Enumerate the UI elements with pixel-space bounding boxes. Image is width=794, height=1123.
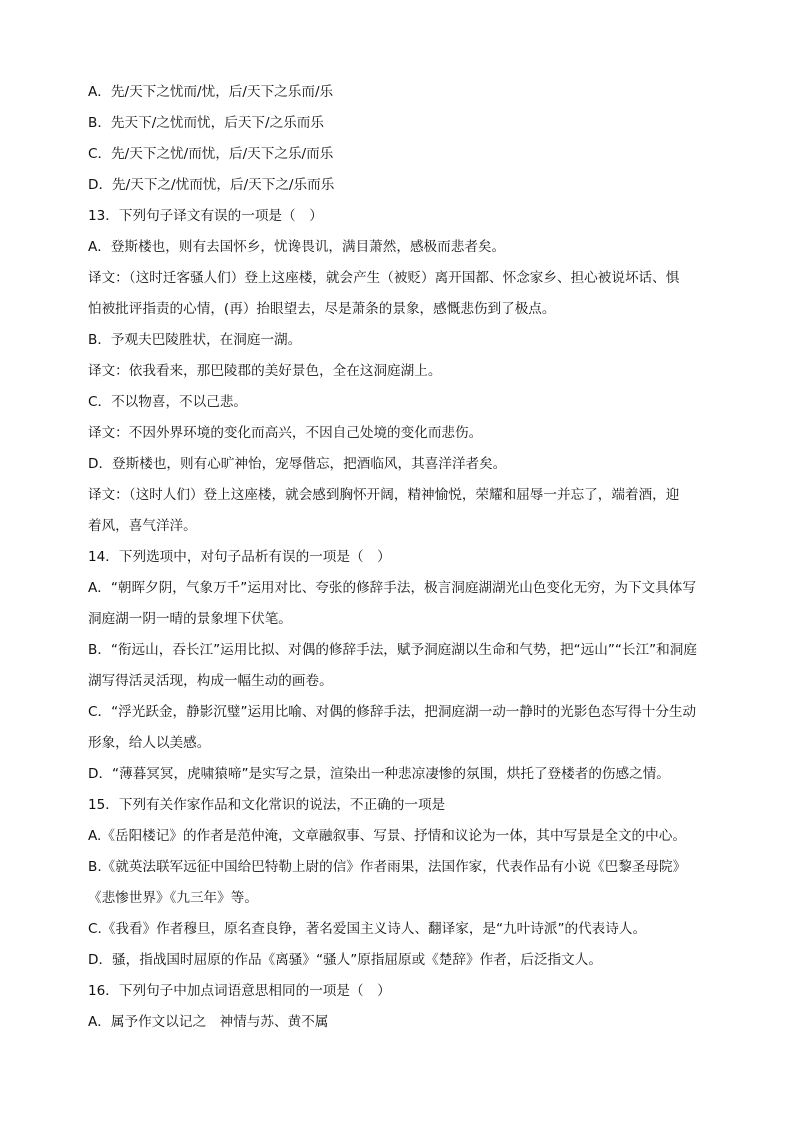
q12-option-b: B．先天下/之忧而忧，后天下/之乐而乐 (88, 115, 324, 131)
q14-stem: 14．下列选项中，对句子品析有误的一项是（ ） (88, 549, 391, 565)
q13-translation-a-line2: 怕被批评指责的心情，(再）抬眼望去，尽是萧条的景象，感慨悲伤到了极点。 (88, 301, 556, 317)
q15-option-c: C.《我看》作者穆旦，原名查良铮，著名爱国主义诗人、翻译家，是“九叶诗派”的代表诗人。 (88, 921, 647, 937)
q12-option-d: D．先/天下之/忧而忧，后/天下之/乐而乐 (88, 177, 335, 193)
q14-option-a-line2: 洞庭湖一阴一晴的景象埋下伏笔。 (88, 611, 292, 627)
q13-translation-c: 译文：不因外界环境的变化而高兴，不因自己处境的变化而悲伤。 (88, 425, 483, 441)
q14-option-c-line1: C．“浮光跃金，静影沉璧”运用比喻、对偶的修辞手法，把洞庭湖一动一静时的光影色态写得十分生动 (88, 704, 697, 720)
q14-option-c-line2: 形象，给人以美感。 (88, 735, 211, 751)
q15-option-a: A.《岳阳楼记》的作者是范仲淹，文章融叙事、写景、抒情和议论为一体，其中写景是全文的中心。 (88, 828, 686, 844)
q13-translation-d-line2: 着风，喜气洋洋。 (88, 518, 197, 534)
q16-stem: 16．下列句子中加点词语意思相同的一项是（ ） (88, 983, 391, 999)
q14-option-a-line1: A．“朝晖夕阴，气象万千”运用对比、夸张的修辞手法，极言洞庭湖湖光山色变化无穷，为下文具体写 (88, 580, 696, 596)
q13-option-c: C．不以物喜，不以己悲。 (88, 394, 248, 410)
q13-translation-b: 译文：依我看来，那巴陵郡的美好景色，全在这洞庭湖上。 (88, 363, 442, 379)
q12-option-c: C．先/天下之忧/而忧，后/天下之乐/而乐 (88, 146, 334, 162)
q13-option-b: B．予观夫巴陵胜状，在洞庭一湖。 (88, 332, 302, 348)
q15-option-b-line1: B.《就英法联军远征中国给巴特勒上尉的信》作者雨果，法国作家，代表作品有小说《巴黎圣母院》 (88, 859, 687, 875)
q13-stem: 13．下列句子译文有误的一项是（ ） (88, 208, 323, 224)
q13-option-a: A．登斯楼也，则有去国怀乡，忧谗畏讥，满目萧然，感极而悲者矣。 (88, 239, 506, 255)
q13-translation-d-line1: 译文：（这时人们）登上这座楼，就会感到胸怀开阔，精神愉悦，荣耀和屈辱一并忘了，端着酒，迎 (88, 487, 680, 503)
q13-option-d: D．登斯楼也，则有心旷神怡，宠辱偕忘，把酒临风，其喜洋洋者矣。 (88, 456, 507, 472)
q14-option-b-line1: B．“衔远山，吞长江”运用比拟、对偶的修辞手法，赋予洞庭湖以生命和气势，把“远山”“长江”和洞庭 (88, 642, 697, 658)
q15-stem: 15．下列有关作家作品和文化常识的说法，不正确的一项是 (88, 797, 446, 813)
q15-option-d: D．骚，指战国时屈原的作品《离骚》“骚人”原指屈原或《楚辞》作者，后泛指文人。 (88, 952, 602, 968)
document-page (88, 77, 708, 1038)
q15-option-b-line2: 《悲惨世界》《九三年》等。 (88, 890, 258, 906)
q14-option-b-line2: 湖写得活灵活现，构成一幅生动的画卷。 (88, 673, 333, 689)
q12-option-a: A．先/天下之忧而/忧，后/天下之乐而/乐 (88, 84, 334, 100)
q13-translation-a-line1: 译文：（这时迁客骚人们）登上这座楼，就会产生（被贬）离开国都、怀念家乡、担心被说坏话、惧 (88, 270, 680, 286)
q14-option-d: D．“薄暮冥冥，虎啸猿啼”是实写之景，渲染出一种悲凉凄惨的氛围，烘托了登楼者的伤感之情。 (88, 766, 670, 782)
q16-option-a: A．属予作文以记之 神情与苏、黄不属 (88, 1014, 329, 1030)
